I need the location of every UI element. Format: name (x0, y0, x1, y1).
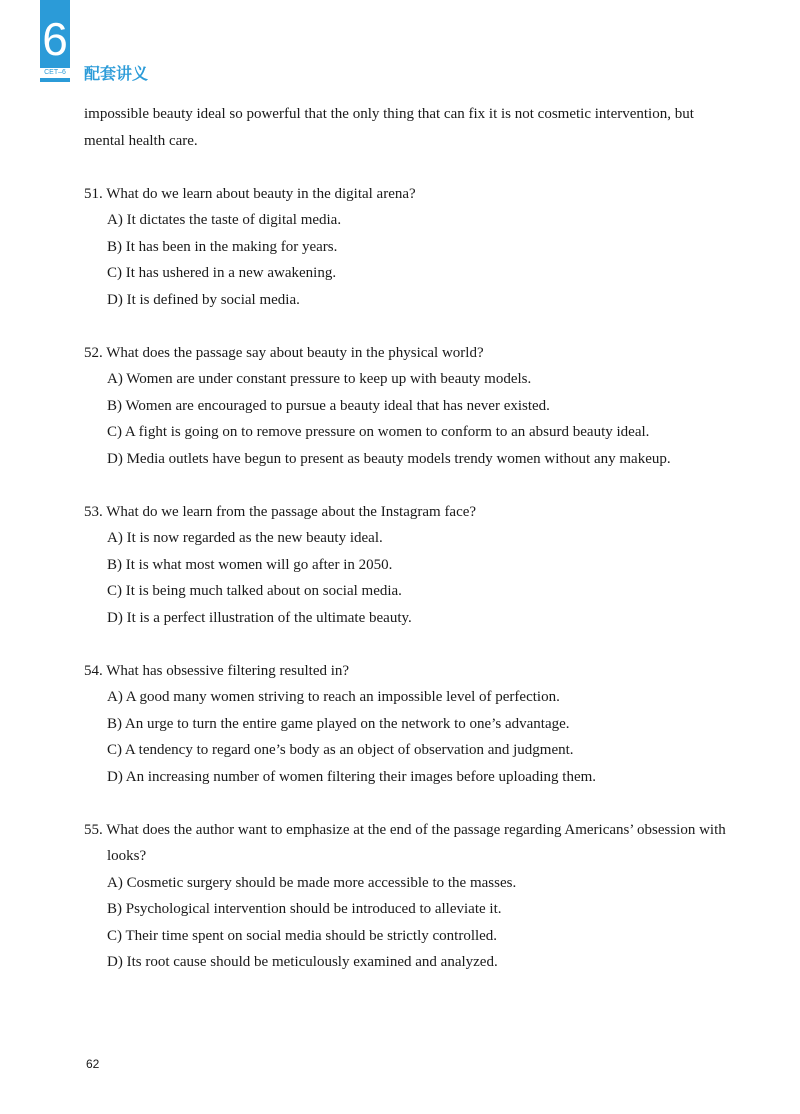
option-d: D) Its root cause should be meticulously examined and analyzed. (107, 954, 498, 970)
option-b: B) Women are encouraged to pursue a beauty ideal that has never existed. (107, 397, 550, 414)
question-stem: 55. What does the author want to emphasize at the end of the passage regarding Americans’ obsession with looks? (84, 821, 726, 864)
option-d: D) It is defined by social media. (107, 291, 300, 308)
option-d: D) It is a perfect illustration of the ultimate beauty. (107, 609, 412, 626)
option-a: A) It is now regarded as the new beauty ideal. (107, 530, 383, 546)
option-d: D) An increasing number of women filtering their images before uploading them. (107, 768, 597, 785)
page-content (84, 101, 734, 976)
option-list (84, 366, 734, 472)
option-a: A) A good many women striving to reach an impossible level of perfection. (107, 689, 560, 705)
option-c: C) A tendency to regard one’s body as an object of observation and judgment. (107, 742, 574, 758)
question-stem: 53. What do we learn from the passage about the Instagram face? (84, 503, 477, 520)
option-d: D) Media outlets have begun to present as beauty models trendy women without any makeup. (107, 450, 671, 467)
question-54 (84, 658, 734, 791)
option-c: C) Their time spent on social media should be strictly controlled. (107, 927, 498, 944)
option-a: A) Women are under constant pressure to keep up with beauty models. (107, 371, 532, 387)
question-stem: 51. What do we learn about beauty in the digital arena? (84, 185, 416, 202)
option-c: C) A fight is going on to remove pressure on women to conform to an absurd beauty ideal. (107, 424, 650, 440)
option-b: B) An urge to turn the entire game played on the network to one’s advantage. (107, 715, 570, 732)
option-list (84, 684, 734, 790)
option-list (84, 207, 734, 313)
question-stem: 52. What does the passage say about beauty in the physical world? (84, 344, 484, 361)
intro-text: impossible beauty ideal so powerful that the only thing that can fix it is not cosmetic intervention, but mental health care. (84, 106, 694, 149)
question-stem: 54. What has obsessive filtering resulted in? (84, 662, 350, 679)
option-a: A) Cosmetic surgery should be made more accessible to the masses. (107, 874, 517, 891)
chapter-number: 6 (42, 13, 68, 65)
option-list (84, 525, 734, 631)
option-b: B) It has been in the making for years. (107, 238, 338, 255)
exam-label: CET–6 (40, 68, 70, 78)
question-51 (84, 181, 734, 314)
option-a: A) It dictates the taste of digital media. (107, 212, 342, 228)
page-number: 62 (86, 1057, 100, 1071)
option-c: C) It has ushered in a new awakening. (107, 265, 337, 281)
chapter-badge (40, 0, 70, 82)
option-b: B) It is what most women will go after in 2050. (107, 556, 393, 573)
intro-paragraph (84, 101, 734, 154)
header-title: 配套讲义 (84, 64, 149, 83)
question-55 (84, 817, 734, 976)
option-c: C) It is being much talked about on social media. (107, 583, 402, 599)
question-52 (84, 340, 734, 473)
option-b: B) Psychological intervention should be introduced to alleviate it. (107, 901, 502, 917)
question-53 (84, 499, 734, 632)
option-list (84, 870, 734, 976)
